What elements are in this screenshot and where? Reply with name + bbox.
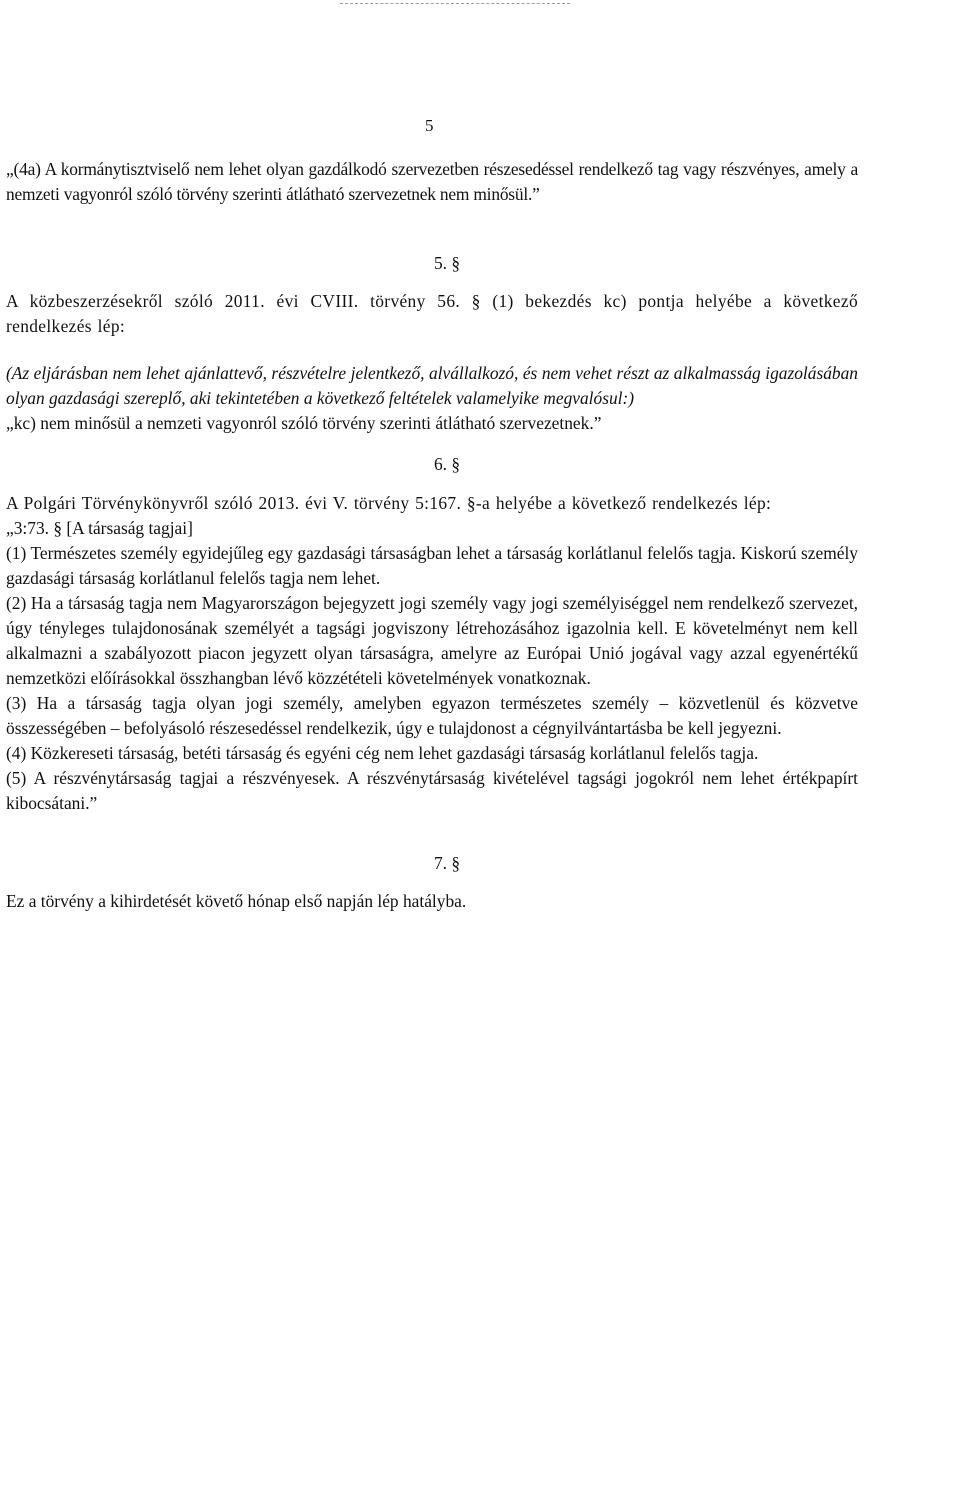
- paragraph-entry-into-force: Ez a törvény a kihirdetését követő hónap első napján lép hatályba.: [6, 891, 467, 911]
- section-heading-5: 5. §: [433, 253, 461, 273]
- paragraph-4a-amendment: „(4a) A kormánytisztviselő nem lehet olyan gazdálkodó szervezetben részesedéssel rendelkező tag vagy részvényes, amely a nemzeti vagyonról szóló törvény szerinti átlátható szervezetnek nem minősül.”: [6, 159, 858, 204]
- scan-artifact: [340, 3, 570, 7]
- paragraph-kozbeszerzes-intro: A közbeszerzésekről szóló 2011. évi CVIII. törvény 56. § (1) bekezdés kc) pontja helyébe a következő rendelkezés lép:: [6, 291, 858, 336]
- section-heading-6: 6. §: [433, 454, 461, 474]
- paragraph-ptk-intro: A Polgári Törvénykönyvről szóló 2013. évi V. törvény 5:167. §-a helyébe a következő rendelkezés lép:: [6, 493, 772, 513]
- paragraph-3-73-2: (2) Ha a társaság tagja nem Magyarországon bejegyzett jogi személy vagy jogi személyiséggel nem rendelkező szervezet, úgy tényleges tulajdonosának személyét a tagsági jogviszony létrehozásához igazolnia kell. E követelményt nem kell alkalmazni a szabályozott piacon jegyzett olyan társaságra, amelyre az Európai Unió jogával vagy azzal egyenértékű nemzetközi előírásokkal összhangban lévő közzétételi követelmények vonatkoznak.: [6, 593, 858, 688]
- page-number: 5: [425, 116, 434, 135]
- paragraph-3-73-5: (5) A részvénytársaság tagjai a részvényesek. A részvénytársaság kivételével tagsági jogokról nem lehet értékpapírt kibocsátani.”: [6, 768, 858, 813]
- paragraph-3-73-3: (3) Ha a társaság tagja olyan jogi személy, amelyben egyazon természetes személy – közvetlenül és közvetve összességében – befolyásoló részesedéssel rendelkezik, úgy e tulajdonost a cégnyilvántartásba be kell jegyezni.: [6, 693, 858, 738]
- paragraph-kc-point: „kc) nem minősül a nemzeti vagyonról szóló törvény szerinti átlátható szervezetnek.”: [6, 413, 602, 433]
- paragraph-3-73-4: (4) Közkereseti társaság, betéti társaság és egyéni cég nem lehet gazdasági társaság korlátlanul felelős tagja.: [6, 743, 759, 763]
- paragraph-italic-context: (Az eljárásban nem lehet ajánlattevő, részvételre jelentkező, alvállalkozó, és nem vehet részt az alkalmasság igazolásában olyan gazdasági szereplő, aki tekintetében a következő feltételek valamelyike megvalósul:): [6, 363, 858, 408]
- paragraph-3-73-1: (1) Természetes személy egyidejűleg egy gazdasági társaságban lehet a társaság korlátlanul felelős tagja. Kiskorú személy gazdasági társaság korlátlanul felelős tagja nem lehet.: [6, 543, 858, 588]
- paragraph-3-73-heading: „3:73. § [A társaság tagjai]: [6, 518, 193, 538]
- document-body: [6, 157, 858, 914]
- section-heading-7: 7. §: [433, 853, 461, 873]
